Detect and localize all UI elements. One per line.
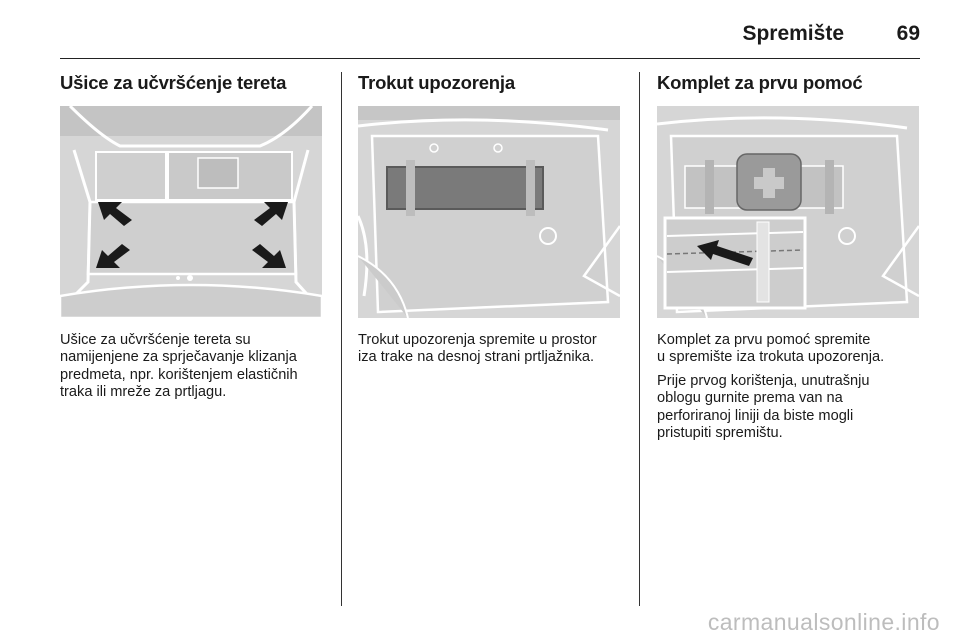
page-header [60,14,920,58]
section-warning-triangle [358,72,620,367]
page-number: 69 [896,22,920,45]
page-title: Spremište [742,22,844,45]
section-heading: Trokut upozorenja [358,72,515,93]
cargo-eyes-illustration [60,106,322,318]
section-heading: Komplet za prvu pomoć [657,72,863,93]
section-body [60,332,322,402]
header-rule [60,58,920,59]
paragraph: Ušice za učvršćenje tereta su namijenjene za sprječavanje klizanja predmeta, npr. korištenjem elastičnih traka ili mreže za prtljagu. [60,332,298,401]
watermark: carmanualsonline.info [707,609,940,635]
section-body [657,332,919,442]
section-first-aid-kit [657,72,919,442]
warning-triangle-illustration [358,106,620,318]
section-heading: Ušice za učvršćenje tereta [60,72,287,93]
column-divider [341,72,342,606]
section-body [358,332,620,367]
column-divider [639,72,640,606]
paragraph: Komplet za prvu pomoć spremite u spremište iza trokuta upozorenja. [657,332,885,366]
first-aid-kit-illustration [657,106,919,318]
paragraph: Prije prvog korištenja, unutrašnju oblogu gurnite prema van na perforiranoj liniji da biste mogli pristupiti spremištu. [657,372,870,442]
paragraph: Trokut upozorenja spremite u prostor iza trake na desnoj strani prtljažnika. [358,332,597,366]
section-cargo-eyes [60,72,322,402]
